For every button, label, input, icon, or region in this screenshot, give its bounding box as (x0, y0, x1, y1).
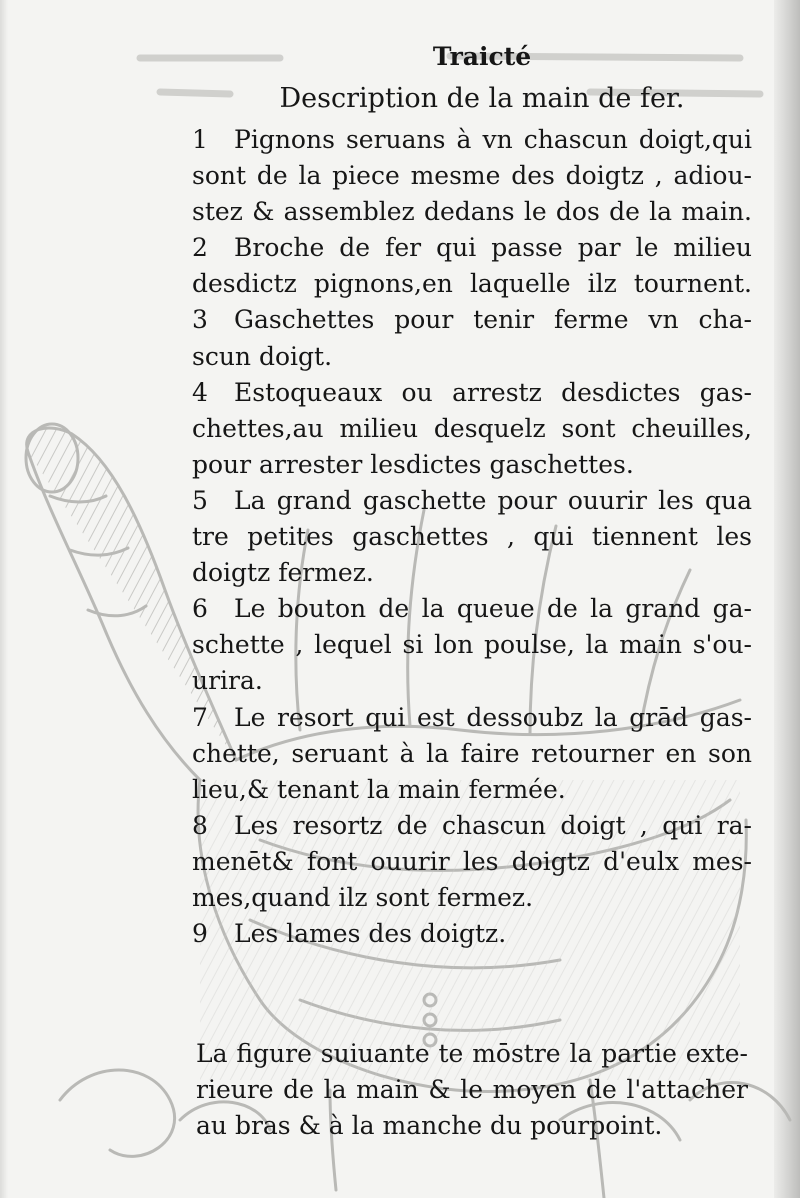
item-text-line: lieu,& tenant la main fermée. (192, 774, 566, 804)
item-number: 9 (192, 919, 208, 949)
item-text-line: Les resortz de chascun doigt , qui ra- (234, 810, 752, 840)
closing-paragraph (196, 1036, 748, 1144)
item-text-line: Broche de fer qui passe par le milieu (234, 233, 752, 263)
closing-line: La figure suiuante te mōstre la partie exte- (196, 1039, 748, 1068)
item-text-line: Le bouton de la queue de la grand ga- (234, 594, 752, 624)
list-item (192, 916, 752, 952)
item-number: 6 (192, 594, 208, 624)
list-item (192, 700, 752, 808)
item-number: 1 (192, 125, 208, 154)
item-number: 2 (192, 233, 208, 263)
item-text-line: sont de la piece mesme des doigtz , adiou- (192, 161, 752, 191)
item-text-line: chettes,au milieu desquelz sont cheuilles, (192, 413, 752, 443)
item-text-line: chette, seruant à la faire retourner en son (192, 738, 752, 768)
item-text-line: Les lames des doigtz. (234, 919, 507, 949)
list-item (192, 122, 752, 230)
item-text-line: Estoqueaux ou arrestz desdictes gas- (234, 377, 752, 407)
item-text-line: Gaschettes pour tenir ferme vn cha- (234, 305, 752, 335)
item-number: 3 (192, 305, 208, 335)
item-text-line: schette , lequel si lon poulse, la main s'ou- (192, 630, 752, 660)
item-text-line: La grand gaschette pour ouurir les qua (234, 485, 752, 515)
item-number: 4 (192, 377, 208, 407)
list-item (192, 375, 752, 483)
item-number: 7 (192, 702, 208, 732)
item-text-line: pour arrester lesdictes gaschettes. (192, 449, 634, 479)
list-item (192, 808, 752, 916)
list-item (192, 230, 752, 302)
closing-line: rieure de la main & le moyen de l'attacher (196, 1075, 748, 1104)
item-text-line: menēt& font ouurir les doigtz d'eulx mes- (192, 846, 752, 876)
item-text-line: doigtz fermez. (192, 558, 374, 588)
item-text-line: Le resort qui est dessoubz la grād gas- (234, 702, 752, 732)
item-number: 8 (192, 810, 208, 840)
item-text-line: scun doigt. (192, 341, 333, 371)
list-item (192, 483, 752, 591)
item-text-line: Pignons seruans à vn chascun doigt,qui (234, 125, 752, 154)
main-text (192, 40, 752, 952)
list-item (192, 302, 752, 374)
item-text-line: urira. (192, 666, 263, 696)
running-head: Traicté (432, 42, 532, 71)
item-number: 5 (192, 485, 208, 515)
list-item (192, 591, 752, 699)
closing-line: au bras & à la manche du pourpoint. (196, 1111, 663, 1140)
item-text-line: stez & assemblez dedans le dos de la main. (192, 197, 752, 227)
page-title: Description de la main de fer. (279, 83, 685, 114)
item-text-line: tre petites gaschettes , qui tiennent les (192, 522, 752, 552)
item-text-line: desdictz pignons,en laquelle ilz tournent. (192, 269, 752, 299)
item-text-line: mes,quand ilz sont fermez. (192, 882, 534, 912)
